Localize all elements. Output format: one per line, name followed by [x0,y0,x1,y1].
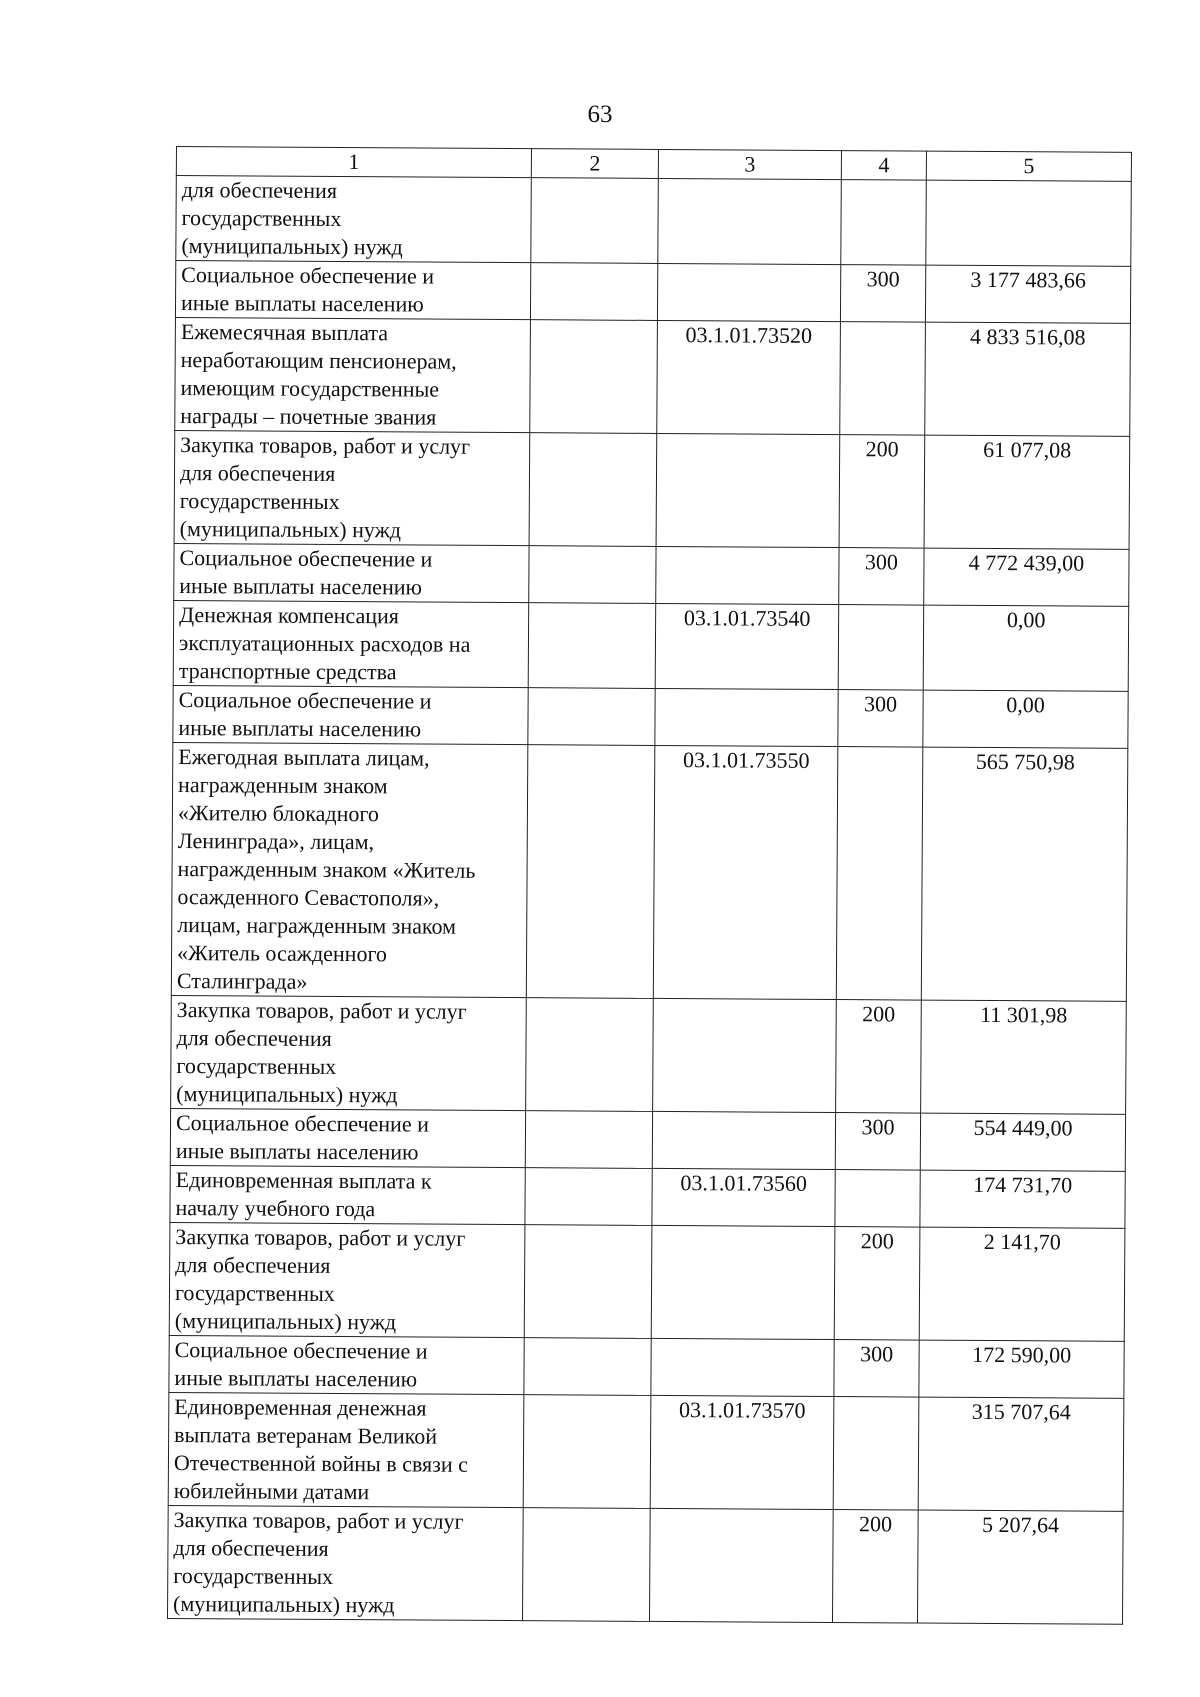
table-row [174,430,1130,549]
row-expense-type: 300 [839,548,924,606]
table-row [170,1108,1125,1171]
row-column-2 [524,1225,652,1339]
row-column-2 [526,998,654,1112]
row-column-2 [522,1508,650,1622]
row-column-2 [528,688,655,746]
row-target-code [658,178,842,264]
row-column-2 [524,1338,651,1396]
row-amount: 4 833 516,08 [925,322,1131,436]
row-column-2 [525,1168,652,1226]
budget-table-container [167,146,1131,1625]
row-target-code [656,546,839,604]
table-row [168,1505,1124,1624]
row-description: Закупка товаров, работ и услуг для обеспечения государственных (муниципальных) нужд [168,1505,524,1620]
row-amount: 554 449,00 [920,1113,1125,1171]
row-expense-type: 200 [832,1510,918,1624]
row-column-2 [529,546,656,604]
row-amount: 315 707,64 [918,1397,1124,1511]
row-description: для обеспечения государственных (муниципальных) нужд [176,176,532,263]
row-column-2 [523,1395,651,1509]
row-column-2 [530,263,657,321]
row-column-2 [529,433,657,547]
row-description: Ежегодная выплата лицам, награжденным знаком «Жителю блокадного Ленинграда», лицам, награжденным знаком «Житель осажденного Севастополя», лицам, награжденным знаком «Житель осажденного Сталинграда» [171,742,528,997]
row-target-code: 03.1.01.73540 [655,603,839,689]
row-column-2 [530,320,658,434]
row-expense-type: 300 [840,265,925,323]
table-row [171,742,1128,1001]
row-description: Закупка товаров, работ и услуг для обеспечения государственных (муниципальных) нужд [169,1222,525,1337]
row-amount: 4 772 439,00 [924,548,1129,606]
row-column-2 [525,1111,652,1169]
row-expense-type [833,1397,919,1511]
row-expense-type [836,747,923,1001]
column-header-1: 1 [176,147,531,178]
page-number: 63 [587,101,613,128]
row-target-code: 03.1.01.73570 [650,1395,834,1509]
row-amount: 0,00 [923,690,1128,748]
table-row [169,1335,1124,1398]
row-amount: 0,00 [923,605,1129,691]
row-expense-type: 200 [836,1000,922,1114]
row-amount: 2 141,70 [919,1227,1125,1341]
row-amount [926,180,1132,266]
table-row [175,317,1131,436]
row-amount: 172 590,00 [919,1340,1124,1398]
column-header-2: 2 [531,149,658,179]
row-expense-type [841,180,927,266]
row-amount: 5 207,64 [917,1510,1123,1624]
row-expense-type [835,1170,920,1228]
row-amount: 565 750,98 [921,747,1128,1001]
row-description: Единовременная выплата к началу учебного года [170,1165,525,1224]
row-amount: 11 301,98 [921,1000,1127,1114]
column-header-4: 4 [841,151,926,181]
row-target-code [651,1225,835,1339]
row-expense-type: 200 [839,435,925,549]
row-target-code [649,1508,833,1622]
row-description: Социальное обеспечение и иные выплаты населению [170,1108,525,1167]
table-row [174,543,1129,606]
row-column-2 [531,178,659,264]
row-description: Социальное обеспечение и иные выплаты населению [175,261,530,320]
row-target-code [656,433,840,547]
row-column-2 [526,745,655,999]
row-target-code [655,688,838,746]
row-expense-type: 300 [834,1340,919,1398]
table-row [168,1392,1124,1511]
row-description: Социальное обеспечение и иные выплаты населению [173,685,528,744]
row-amount: 174 731,70 [920,1170,1125,1228]
row-expense-type: 300 [838,690,923,748]
column-header-5: 5 [926,151,1131,181]
row-target-code [653,998,837,1112]
table-row [173,685,1128,748]
row-target-code: 03.1.01.73550 [653,745,838,999]
table-row [173,600,1129,691]
row-expense-type: 200 [834,1227,920,1341]
budget-table [167,146,1132,1625]
table-row [169,1222,1125,1341]
row-target-code: 03.1.01.73520 [657,320,841,434]
row-amount: 61 077,08 [924,435,1130,549]
row-amount: 3 177 483,66 [925,265,1130,323]
row-description: Денежная компенсация эксплуатационных расходов на транспортные средства [173,600,529,687]
row-expense-type [838,605,924,691]
row-description: Социальное обеспечение и иные выплаты населению [169,1335,524,1394]
table-row [176,176,1132,267]
row-target-code [657,263,840,321]
row-description: Закупка товаров, работ и услуг для обеспечения государственных (муниципальных) нужд [171,995,527,1110]
row-target-code [652,1111,835,1169]
table-body [168,147,1132,1625]
table-row [175,261,1130,324]
column-header-3: 3 [658,149,841,179]
row-description: Социальное обеспечение и иные выплаты населению [174,543,529,602]
row-target-code: 03.1.01.73560 [652,1168,835,1226]
row-description: Единовременная денежная выплата ветеранам Великой Отечественной войны в связи с юбилейными датами [168,1392,524,1507]
row-expense-type [840,322,926,436]
row-target-code [651,1338,834,1396]
table-row [171,995,1127,1114]
row-description: Закупка товаров, работ и услуг для обеспечения государственных (муниципальных) нужд [174,430,530,545]
row-description: Ежемесячная выплата неработающим пенсионерам, имеющим государственные награды – почетные звания [175,317,531,432]
row-expense-type: 300 [835,1113,920,1171]
row-column-2 [528,603,656,689]
table-row [170,1165,1125,1228]
